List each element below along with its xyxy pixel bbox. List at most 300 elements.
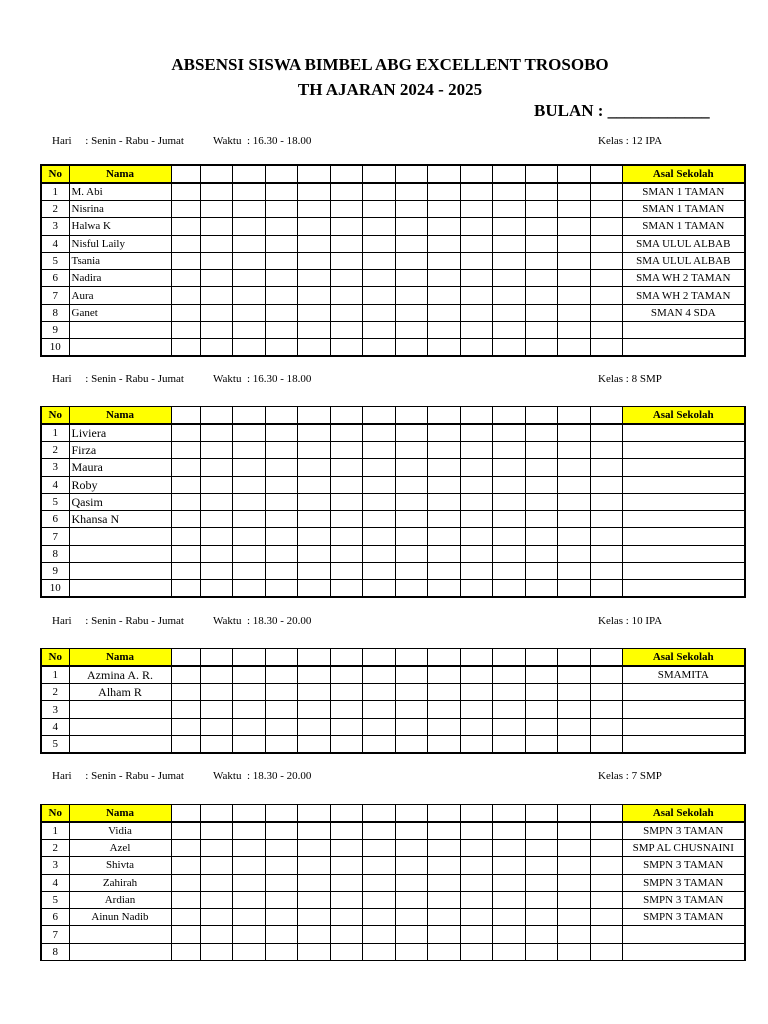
attendance-cell[interactable] [363,684,396,701]
attendance-cell[interactable] [298,511,331,528]
attendance-cell[interactable] [298,563,331,580]
attendance-cell[interactable] [395,287,428,304]
attendance-cell[interactable] [525,666,558,684]
attendance-cell[interactable] [428,339,461,357]
attendance-cell[interactable] [363,459,396,476]
attendance-cell[interactable] [525,857,558,874]
attendance-cell[interactable] [363,304,396,321]
attendance-cell[interactable] [525,442,558,459]
attendance-cell[interactable] [298,684,331,701]
attendance-cell[interactable] [395,270,428,287]
attendance-cell[interactable] [363,476,396,493]
attendance-cell[interactable] [590,287,623,304]
attendance-cell[interactable] [590,545,623,562]
attendance-cell[interactable] [200,666,233,684]
attendance-cell[interactable] [200,424,233,442]
attendance-cell[interactable] [298,493,331,510]
attendance-cell[interactable] [558,183,591,201]
attendance-cell[interactable] [395,252,428,269]
attendance-cell[interactable] [460,493,493,510]
attendance-cell[interactable] [428,424,461,442]
attendance-cell[interactable] [298,736,331,754]
attendance-cell[interactable] [265,718,298,735]
attendance-cell[interactable] [590,252,623,269]
attendance-cell[interactable] [171,563,200,580]
attendance-cell[interactable] [493,252,526,269]
attendance-cell[interactable] [330,459,363,476]
attendance-cell[interactable] [590,718,623,735]
attendance-cell[interactable] [525,287,558,304]
attendance-cell[interactable] [200,252,233,269]
attendance-cell[interactable] [330,563,363,580]
attendance-cell[interactable] [460,218,493,235]
attendance-cell[interactable] [233,874,266,891]
attendance-cell[interactable] [265,183,298,201]
attendance-cell[interactable] [233,943,266,960]
attendance-cell[interactable] [428,840,461,857]
attendance-cell[interactable] [493,459,526,476]
attendance-cell[interactable] [171,840,200,857]
attendance-cell[interactable] [233,287,266,304]
attendance-cell[interactable] [330,183,363,201]
attendance-cell[interactable] [525,235,558,252]
attendance-cell[interactable] [525,943,558,960]
attendance-cell[interactable] [395,545,428,562]
attendance-cell[interactable] [460,840,493,857]
attendance-cell[interactable] [171,218,200,235]
attendance-cell[interactable] [330,528,363,545]
attendance-cell[interactable] [330,909,363,926]
attendance-cell[interactable] [428,528,461,545]
attendance-cell[interactable] [363,874,396,891]
attendance-cell[interactable] [428,322,461,339]
attendance-cell[interactable] [171,528,200,545]
attendance-cell[interactable] [171,943,200,960]
attendance-cell[interactable] [558,459,591,476]
attendance-cell[interactable] [558,718,591,735]
attendance-cell[interactable] [200,287,233,304]
attendance-cell[interactable] [171,322,200,339]
attendance-cell[interactable] [298,304,331,321]
attendance-cell[interactable] [298,201,331,218]
attendance-cell[interactable] [395,511,428,528]
attendance-cell[interactable] [493,943,526,960]
attendance-cell[interactable] [265,891,298,908]
attendance-cell[interactable] [330,252,363,269]
attendance-cell[interactable] [590,857,623,874]
attendance-cell[interactable] [428,201,461,218]
attendance-cell[interactable] [265,840,298,857]
attendance-cell[interactable] [590,563,623,580]
attendance-cell[interactable] [363,943,396,960]
attendance-cell[interactable] [395,926,428,943]
attendance-cell[interactable] [233,701,266,718]
attendance-cell[interactable] [558,304,591,321]
attendance-cell[interactable] [200,874,233,891]
attendance-cell[interactable] [171,701,200,718]
attendance-cell[interactable] [171,287,200,304]
attendance-cell[interactable] [363,442,396,459]
attendance-cell[interactable] [265,874,298,891]
attendance-cell[interactable] [330,718,363,735]
attendance-cell[interactable] [590,891,623,908]
attendance-cell[interactable] [298,252,331,269]
attendance-cell[interactable] [363,545,396,562]
attendance-cell[interactable] [558,840,591,857]
attendance-cell[interactable] [330,511,363,528]
attendance-cell[interactable] [428,493,461,510]
attendance-cell[interactable] [265,580,298,598]
attendance-cell[interactable] [493,563,526,580]
attendance-cell[interactable] [428,183,461,201]
attendance-cell[interactable] [590,270,623,287]
attendance-cell[interactable] [428,718,461,735]
attendance-cell[interactable] [233,511,266,528]
attendance-cell[interactable] [171,891,200,908]
attendance-cell[interactable] [265,493,298,510]
attendance-cell[interactable] [493,909,526,926]
attendance-cell[interactable] [558,201,591,218]
attendance-cell[interactable] [265,857,298,874]
attendance-cell[interactable] [200,201,233,218]
attendance-cell[interactable] [171,926,200,943]
attendance-cell[interactable] [298,270,331,287]
attendance-cell[interactable] [460,322,493,339]
attendance-cell[interactable] [363,528,396,545]
attendance-cell[interactable] [493,701,526,718]
attendance-cell[interactable] [558,684,591,701]
attendance-cell[interactable] [200,339,233,357]
attendance-cell[interactable] [590,218,623,235]
attendance-cell[interactable] [395,718,428,735]
attendance-cell[interactable] [265,909,298,926]
attendance-cell[interactable] [460,424,493,442]
attendance-cell[interactable] [200,943,233,960]
attendance-cell[interactable] [493,511,526,528]
attendance-cell[interactable] [558,511,591,528]
attendance-cell[interactable] [428,736,461,754]
attendance-cell[interactable] [200,701,233,718]
attendance-cell[interactable] [493,857,526,874]
attendance-cell[interactable] [200,528,233,545]
attendance-cell[interactable] [460,442,493,459]
attendance-cell[interactable] [200,563,233,580]
attendance-cell[interactable] [395,891,428,908]
attendance-cell[interactable] [233,857,266,874]
attendance-cell[interactable] [298,322,331,339]
attendance-cell[interactable] [171,183,200,201]
attendance-cell[interactable] [363,252,396,269]
attendance-cell[interactable] [428,874,461,891]
attendance-cell[interactable] [460,822,493,840]
attendance-cell[interactable] [525,545,558,562]
attendance-cell[interactable] [558,528,591,545]
attendance-cell[interactable] [200,459,233,476]
attendance-cell[interactable] [525,874,558,891]
attendance-cell[interactable] [558,442,591,459]
attendance-cell[interactable] [171,235,200,252]
attendance-cell[interactable] [428,442,461,459]
attendance-cell[interactable] [493,339,526,357]
attendance-cell[interactable] [590,580,623,598]
attendance-cell[interactable] [298,580,331,598]
attendance-cell[interactable] [330,840,363,857]
attendance-cell[interactable] [330,701,363,718]
attendance-cell[interactable] [171,304,200,321]
attendance-cell[interactable] [233,926,266,943]
attendance-cell[interactable] [525,270,558,287]
attendance-cell[interactable] [525,218,558,235]
attendance-cell[interactable] [558,580,591,598]
attendance-cell[interactable] [493,287,526,304]
attendance-cell[interactable] [171,201,200,218]
attendance-cell[interactable] [265,701,298,718]
attendance-cell[interactable] [233,476,266,493]
attendance-cell[interactable] [363,840,396,857]
attendance-cell[interactable] [233,201,266,218]
attendance-cell[interactable] [363,511,396,528]
attendance-cell[interactable] [558,857,591,874]
attendance-cell[interactable] [330,218,363,235]
attendance-cell[interactable] [493,493,526,510]
attendance-cell[interactable] [428,252,461,269]
attendance-cell[interactable] [265,424,298,442]
attendance-cell[interactable] [428,545,461,562]
attendance-cell[interactable] [298,874,331,891]
attendance-cell[interactable] [330,424,363,442]
attendance-cell[interactable] [428,287,461,304]
attendance-cell[interactable] [200,580,233,598]
attendance-cell[interactable] [171,424,200,442]
attendance-cell[interactable] [460,666,493,684]
attendance-cell[interactable] [233,459,266,476]
attendance-cell[interactable] [233,822,266,840]
attendance-cell[interactable] [395,476,428,493]
attendance-cell[interactable] [330,580,363,598]
attendance-cell[interactable] [200,736,233,754]
attendance-cell[interactable] [363,235,396,252]
attendance-cell[interactable] [298,943,331,960]
attendance-cell[interactable] [590,666,623,684]
attendance-cell[interactable] [395,684,428,701]
attendance-cell[interactable] [590,476,623,493]
attendance-cell[interactable] [395,666,428,684]
attendance-cell[interactable] [200,926,233,943]
attendance-cell[interactable] [200,891,233,908]
attendance-cell[interactable] [493,718,526,735]
attendance-cell[interactable] [200,322,233,339]
attendance-cell[interactable] [460,511,493,528]
attendance-cell[interactable] [200,545,233,562]
attendance-cell[interactable] [233,528,266,545]
attendance-cell[interactable] [493,840,526,857]
attendance-cell[interactable] [428,891,461,908]
attendance-cell[interactable] [428,580,461,598]
attendance-cell[interactable] [558,252,591,269]
attendance-cell[interactable] [558,322,591,339]
attendance-cell[interactable] [171,493,200,510]
attendance-cell[interactable] [493,822,526,840]
attendance-cell[interactable] [395,528,428,545]
attendance-cell[interactable] [558,943,591,960]
attendance-cell[interactable] [525,580,558,598]
attendance-cell[interactable] [590,304,623,321]
attendance-cell[interactable] [265,476,298,493]
attendance-cell[interactable] [330,822,363,840]
attendance-cell[interactable] [460,235,493,252]
attendance-cell[interactable] [525,252,558,269]
attendance-cell[interactable] [330,322,363,339]
attendance-cell[interactable] [363,493,396,510]
attendance-cell[interactable] [395,201,428,218]
attendance-cell[interactable] [200,684,233,701]
attendance-cell[interactable] [265,304,298,321]
attendance-cell[interactable] [590,701,623,718]
attendance-cell[interactable] [428,304,461,321]
attendance-cell[interactable] [525,528,558,545]
attendance-cell[interactable] [460,718,493,735]
attendance-cell[interactable] [200,857,233,874]
attendance-cell[interactable] [395,322,428,339]
attendance-cell[interactable] [493,218,526,235]
attendance-cell[interactable] [298,459,331,476]
attendance-cell[interactable] [460,857,493,874]
attendance-cell[interactable] [200,218,233,235]
attendance-cell[interactable] [460,183,493,201]
attendance-cell[interactable] [200,718,233,735]
attendance-cell[interactable] [460,891,493,908]
attendance-cell[interactable] [428,511,461,528]
attendance-cell[interactable] [525,201,558,218]
attendance-cell[interactable] [395,840,428,857]
attendance-cell[interactable] [558,701,591,718]
attendance-cell[interactable] [590,183,623,201]
attendance-cell[interactable] [460,736,493,754]
attendance-cell[interactable] [265,822,298,840]
attendance-cell[interactable] [460,545,493,562]
attendance-cell[interactable] [395,822,428,840]
attendance-cell[interactable] [525,563,558,580]
attendance-cell[interactable] [460,459,493,476]
attendance-cell[interactable] [460,874,493,891]
attendance-cell[interactable] [460,252,493,269]
attendance-cell[interactable] [265,218,298,235]
attendance-cell[interactable] [428,822,461,840]
attendance-cell[interactable] [493,183,526,201]
attendance-cell[interactable] [330,874,363,891]
attendance-cell[interactable] [395,339,428,357]
attendance-cell[interactable] [265,201,298,218]
attendance-cell[interactable] [525,684,558,701]
attendance-cell[interactable] [330,666,363,684]
attendance-cell[interactable] [558,235,591,252]
attendance-cell[interactable] [395,563,428,580]
attendance-cell[interactable] [200,183,233,201]
attendance-cell[interactable] [265,459,298,476]
attendance-cell[interactable] [265,235,298,252]
attendance-cell[interactable] [171,684,200,701]
attendance-cell[interactable] [363,580,396,598]
attendance-cell[interactable] [171,857,200,874]
attendance-cell[interactable] [558,563,591,580]
attendance-cell[interactable] [200,476,233,493]
attendance-cell[interactable] [233,493,266,510]
attendance-cell[interactable] [200,840,233,857]
attendance-cell[interactable] [171,459,200,476]
attendance-cell[interactable] [233,270,266,287]
attendance-cell[interactable] [298,528,331,545]
attendance-cell[interactable] [298,926,331,943]
attendance-cell[interactable] [460,684,493,701]
attendance-cell[interactable] [590,926,623,943]
attendance-cell[interactable] [428,701,461,718]
attendance-cell[interactable] [395,459,428,476]
attendance-cell[interactable] [428,857,461,874]
attendance-cell[interactable] [493,304,526,321]
attendance-cell[interactable] [200,235,233,252]
attendance-cell[interactable] [363,563,396,580]
attendance-cell[interactable] [298,424,331,442]
attendance-cell[interactable] [558,493,591,510]
attendance-cell[interactable] [395,736,428,754]
attendance-cell[interactable] [363,926,396,943]
attendance-cell[interactable] [590,528,623,545]
attendance-cell[interactable] [363,736,396,754]
attendance-cell[interactable] [558,736,591,754]
attendance-cell[interactable] [330,684,363,701]
attendance-cell[interactable] [395,424,428,442]
attendance-cell[interactable] [460,304,493,321]
attendance-cell[interactable] [363,322,396,339]
attendance-cell[interactable] [460,476,493,493]
attendance-cell[interactable] [363,718,396,735]
attendance-cell[interactable] [493,201,526,218]
attendance-cell[interactable] [233,304,266,321]
attendance-cell[interactable] [200,909,233,926]
attendance-cell[interactable] [428,270,461,287]
attendance-cell[interactable] [233,442,266,459]
attendance-cell[interactable] [233,840,266,857]
attendance-cell[interactable] [525,891,558,908]
attendance-cell[interactable] [590,459,623,476]
attendance-cell[interactable] [200,493,233,510]
attendance-cell[interactable] [395,874,428,891]
attendance-cell[interactable] [395,580,428,598]
attendance-cell[interactable] [171,666,200,684]
attendance-cell[interactable] [558,926,591,943]
attendance-cell[interactable] [525,718,558,735]
attendance-cell[interactable] [233,339,266,357]
attendance-cell[interactable] [298,857,331,874]
attendance-cell[interactable] [298,339,331,357]
attendance-cell[interactable] [330,736,363,754]
attendance-cell[interactable] [395,218,428,235]
attendance-cell[interactable] [298,183,331,201]
attendance-cell[interactable] [233,684,266,701]
attendance-cell[interactable] [493,926,526,943]
attendance-cell[interactable] [363,218,396,235]
attendance-cell[interactable] [493,442,526,459]
attendance-cell[interactable] [558,339,591,357]
attendance-cell[interactable] [330,943,363,960]
attendance-cell[interactable] [493,736,526,754]
attendance-cell[interactable] [558,666,591,684]
attendance-cell[interactable] [460,943,493,960]
attendance-cell[interactable] [265,511,298,528]
attendance-cell[interactable] [200,304,233,321]
attendance-cell[interactable] [493,528,526,545]
attendance-cell[interactable] [298,909,331,926]
